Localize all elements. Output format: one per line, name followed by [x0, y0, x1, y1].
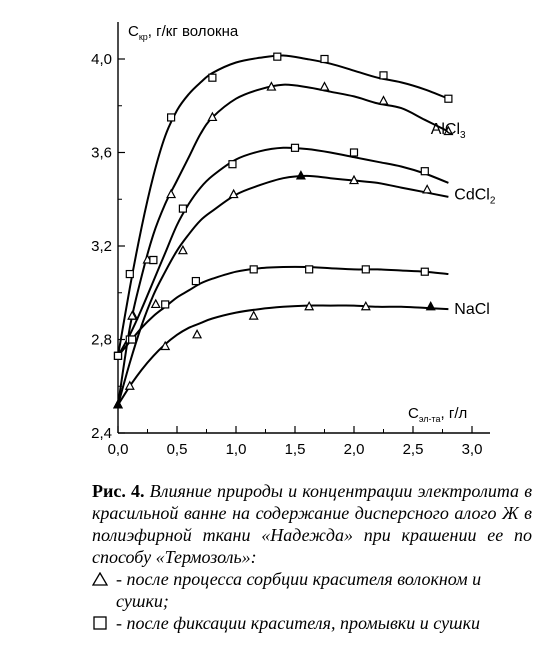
data-point-triangle: [152, 300, 160, 308]
data-point-square: [192, 278, 199, 285]
data-point-square: [168, 114, 175, 121]
curve-label-NaCl: NaCl: [454, 301, 490, 319]
x-tick-label: 1,5: [284, 441, 306, 458]
data-point-triangle: [427, 302, 435, 310]
data-point-square: [421, 268, 428, 275]
data-point-triangle: [167, 190, 175, 198]
curves: [118, 55, 448, 404]
curve-label-AlCl: AlCl$_3$: [430, 121, 466, 142]
legend-item-triangle: [92, 568, 532, 612]
curve-CdCl2-triangle: [118, 176, 448, 405]
caption-text: Влияние природы и концентрации электролита в красильной ванне на содержание дисперсного алого Ж в полиэфирной ткани «Надежда» при крашении ее по способу «Термозоль»:: [92, 481, 533, 567]
y-axis-title: $С_{кр}$, г/кг волокна: [128, 23, 239, 42]
x-tick-label: 3,0: [461, 441, 483, 458]
curve-AlCl3-square: [118, 55, 448, 355]
data-point-square: [250, 266, 257, 273]
figure-caption: [92, 480, 532, 568]
data-point-triangle: [321, 83, 329, 91]
data-point-square: [421, 168, 428, 175]
x-tick-label: 2,5: [402, 441, 424, 458]
data-point-square: [162, 301, 169, 308]
triangle-marker-icon: [92, 572, 108, 586]
data-point-square: [209, 74, 216, 81]
data-point-square: [351, 149, 358, 156]
data-point-triangle: [380, 97, 388, 105]
data-point-square: [306, 266, 313, 273]
data-point-square: [150, 257, 157, 264]
labels: [431, 121, 496, 318]
data-point-square: [274, 53, 281, 60]
data-point-square: [179, 205, 186, 212]
curve-NaCl-triangle: [118, 306, 448, 405]
legend-text: - после процесса сорбции красителя волокном и сушки;: [116, 569, 482, 611]
x-tick-label: 1,0: [225, 441, 247, 458]
curve-label-CdCl: CdCl$_2$: [454, 186, 496, 207]
data-point-square: [321, 56, 328, 63]
legend-text: - после фиксации красителя, промывки и сушки: [116, 613, 481, 633]
x-axis-title: $С_{эл-та}$, г/л: [408, 405, 468, 424]
data-point-square: [129, 336, 136, 343]
legend-item-square: [92, 612, 532, 634]
y-tick-label: 4,0: [91, 51, 112, 68]
y-tick-label: 3,2: [91, 238, 112, 255]
y-tick-label: 2,4: [91, 425, 112, 442]
data-point-square: [380, 72, 387, 79]
data-point-square: [362, 266, 369, 273]
data-point-triangle: [193, 330, 201, 338]
x-tick-label: 0,0: [107, 441, 129, 458]
data-point-triangle: [250, 312, 258, 320]
caption-label: Рис. 4.: [92, 481, 145, 501]
data-point-square: [229, 161, 236, 168]
x-tick-label: 2,0: [343, 441, 365, 458]
y-tick-label: 2,8: [91, 331, 112, 349]
legend: [92, 568, 532, 634]
data-point-square: [292, 144, 299, 151]
data-point-square: [126, 271, 133, 278]
y-tick-label: 3,6: [91, 144, 112, 162]
x-tick-label: 0,5: [166, 441, 188, 458]
data-point-square: [115, 352, 122, 359]
markers: [114, 53, 452, 408]
square-marker-icon: [92, 616, 108, 630]
data-point-square: [445, 95, 452, 102]
data-point-triangle: [423, 185, 431, 193]
